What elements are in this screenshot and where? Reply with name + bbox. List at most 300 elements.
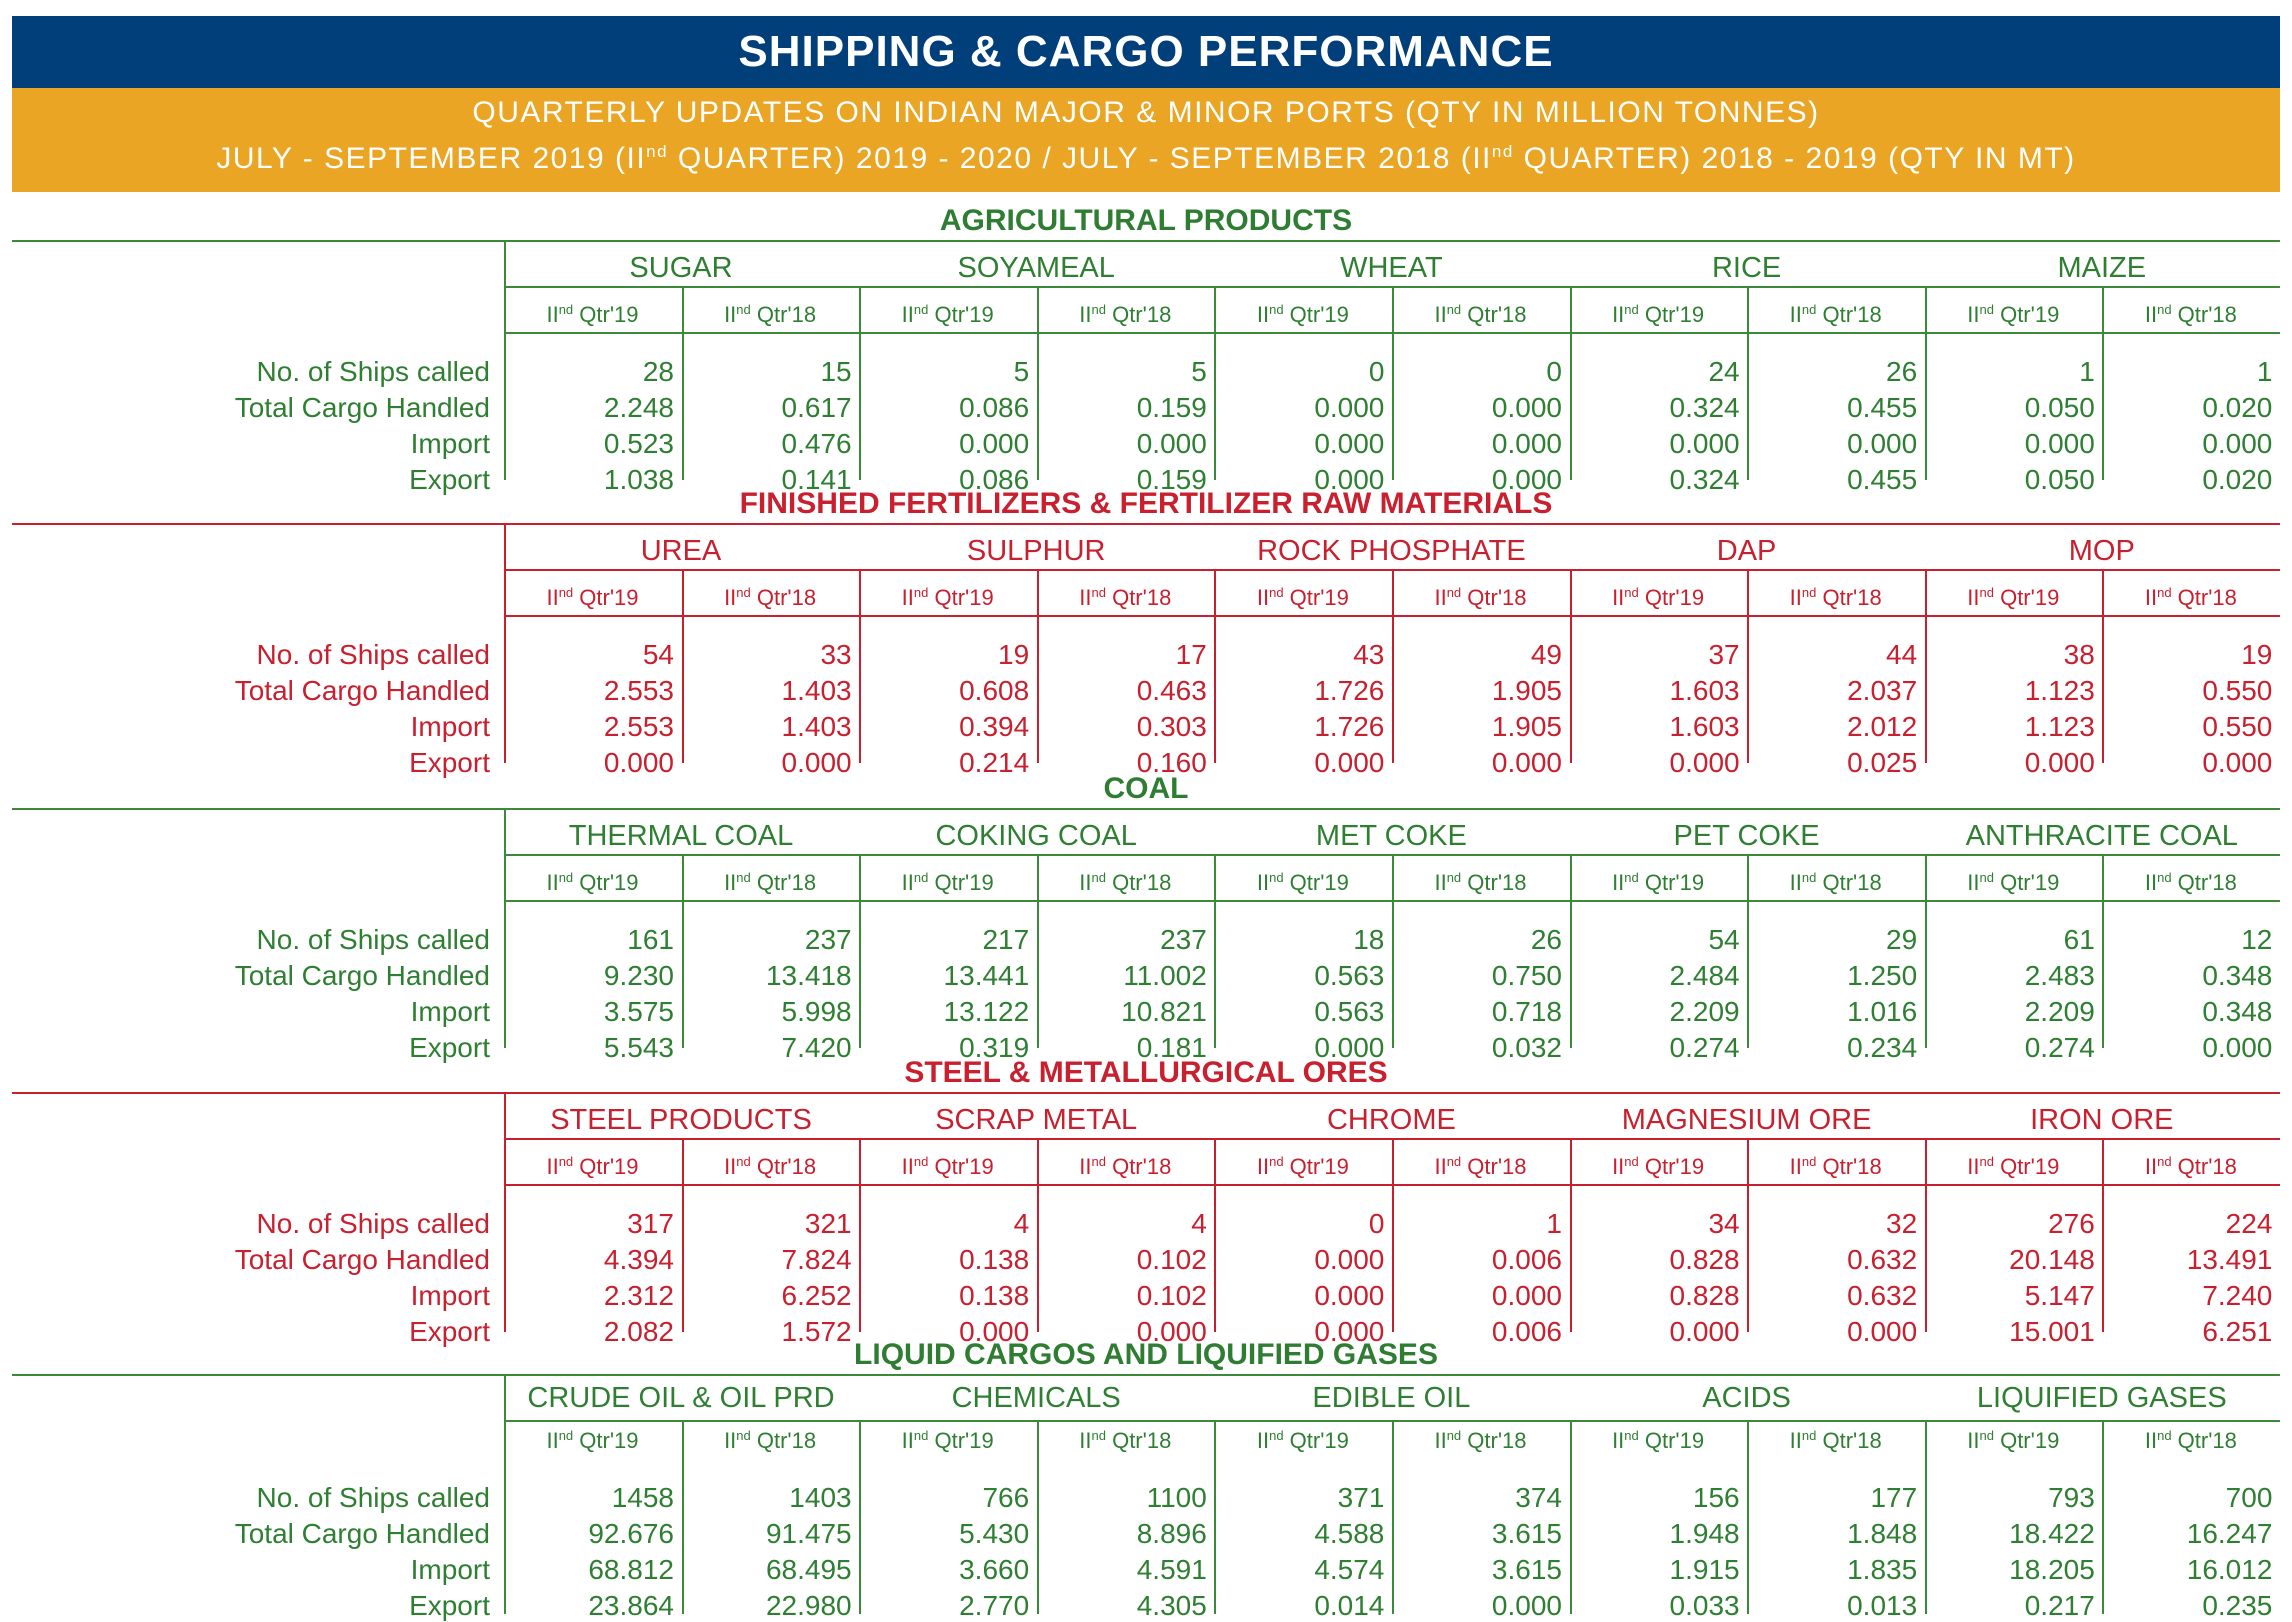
table-cell: 0.274 xyxy=(2024,1032,2095,1063)
table-cell: 371 xyxy=(1337,1482,1385,1513)
table-cell: 0 xyxy=(1368,1208,1385,1239)
row-label: No. of Ships called xyxy=(256,924,490,955)
quarter-header xyxy=(1925,585,2102,611)
product-header: THERMAL COAL xyxy=(568,820,794,852)
product-header: SCRAP METAL xyxy=(935,1104,1138,1136)
quarter-prefix: II xyxy=(1256,302,1270,327)
table-cell: 16.012 xyxy=(2186,1554,2273,1585)
quarter-sup: nd xyxy=(1801,585,1817,600)
quarter-label: Qtr'19 xyxy=(1638,870,1705,895)
table-cell: 0.235 xyxy=(2202,1590,2273,1621)
subtitle-band xyxy=(12,88,2280,192)
table-cell: 1403 xyxy=(789,1482,852,1513)
row-label: Export xyxy=(409,747,490,778)
table-cell: 0.050 xyxy=(2024,464,2095,495)
product-header: STEEL PRODUCTS xyxy=(550,1104,812,1136)
table-cell: 1.123 xyxy=(2024,675,2095,706)
table-cell: 1 xyxy=(2079,356,2095,387)
table-cell: 34 xyxy=(1708,1208,1740,1239)
quarter-label: Qtr'19 xyxy=(1283,1154,1349,1179)
table-cell: 0.348 xyxy=(2202,996,2273,1027)
table-cell: 1.403 xyxy=(781,711,852,742)
table-cell: 0.000 xyxy=(2202,1032,2273,1063)
quarter-label: Qtr'18 xyxy=(1105,1154,1172,1179)
table-cell: 0.217 xyxy=(2024,1590,2095,1621)
table-cell: 23.864 xyxy=(588,1590,674,1621)
table-cell: 5 xyxy=(1191,356,1207,387)
section-top-rule xyxy=(12,1092,2280,1094)
quarter-label: Qtr'18 xyxy=(1816,302,1882,327)
quarter-sup: nd xyxy=(2157,1428,2172,1443)
quarter-label: Qtr'18 xyxy=(750,302,817,327)
quarter-header xyxy=(1392,1154,1569,1180)
table-cell: 2.770 xyxy=(959,1590,1030,1621)
quarter-header xyxy=(859,1154,1036,1180)
quarter-sup: nd xyxy=(736,870,751,885)
quarter-prefix: II xyxy=(1612,302,1625,327)
table-cell: 33 xyxy=(820,639,852,670)
table-cell: 0.000 xyxy=(1314,428,1385,459)
table-cell: 0.455 xyxy=(1847,464,1918,495)
quarter-label: Qtr'18 xyxy=(1461,870,1527,895)
table-cell: 0.000 xyxy=(1314,1316,1385,1347)
table-cell: 0.750 xyxy=(1491,960,1562,991)
product-header: UREA xyxy=(640,535,722,567)
quarter-prefix: II xyxy=(1079,1428,1092,1453)
quarter-header xyxy=(1925,1154,2102,1180)
quarter-prefix: II xyxy=(1967,870,1980,895)
quarter-prefix: II xyxy=(901,1428,914,1453)
row-label: Export xyxy=(409,1032,490,1063)
quarter-prefix: II xyxy=(1434,870,1447,895)
quarter-sup: nd xyxy=(1446,1428,1462,1443)
subtitle-part: QUARTER) 2019 - 2020 / JULY - SEPTEMBER 2018 (II xyxy=(668,142,1492,175)
quarter-header xyxy=(1925,1428,2102,1454)
table-cell: 1.016 xyxy=(1847,996,1918,1027)
table-cell: 7.824 xyxy=(781,1244,852,1275)
quarter-header xyxy=(859,870,1036,896)
table-cell: 28 xyxy=(642,356,674,387)
section-3 xyxy=(12,770,2280,1063)
quarter-sup: nd xyxy=(1801,1154,1817,1169)
quarter-prefix: II xyxy=(2144,302,2158,327)
quarter-label: Qtr'18 xyxy=(2171,585,2237,610)
section-2 xyxy=(12,485,2280,778)
table-cell: 54 xyxy=(642,639,674,670)
quarter-prefix: II xyxy=(1434,302,1447,327)
quarter-header xyxy=(2102,1154,2279,1180)
table-cell: 276 xyxy=(2048,1208,2095,1239)
product-header: SOYAMEAL xyxy=(957,252,1115,284)
table-cell: 0.050 xyxy=(2024,392,2095,423)
table-cell: 0.000 xyxy=(2024,747,2095,778)
table-cell: 4 xyxy=(1191,1208,1207,1239)
table-cell: 18.205 xyxy=(2009,1554,2095,1585)
table-cell: 22.980 xyxy=(765,1590,852,1621)
quarter-sup: nd xyxy=(1624,870,1639,885)
table-cell: 0.159 xyxy=(1136,392,1207,423)
table-cell: 0.214 xyxy=(959,747,1030,778)
quarter-label: Qtr'19 xyxy=(928,585,994,610)
table-cell: 38 xyxy=(2063,639,2095,670)
table-cell: 0.348 xyxy=(2202,960,2273,991)
row-label: Import xyxy=(410,428,490,459)
section-title: LIQUID CARGOS AND LIQUIFIED GASES xyxy=(854,1338,1438,1371)
section-4 xyxy=(12,1054,2280,1347)
quarter-label: Qtr'18 xyxy=(1816,1154,1882,1179)
quarter-label: Qtr'18 xyxy=(1461,1154,1527,1179)
product-header: CHEMICALS xyxy=(951,1382,1121,1414)
quarter-header xyxy=(859,585,1036,611)
table-cell: 5 xyxy=(1013,356,1030,387)
table-cell: 17 xyxy=(1175,639,1207,670)
table-cell: 6.251 xyxy=(2202,1316,2273,1347)
quarter-sup: nd xyxy=(1269,1154,1284,1169)
table-cell: 0.000 xyxy=(603,747,674,778)
row-label: Total Cargo Handled xyxy=(234,1244,490,1275)
table-cell: 0.632 xyxy=(1847,1244,1918,1275)
table-cell: 18.422 xyxy=(2009,1518,2095,1549)
quarter-prefix: II xyxy=(1612,1154,1625,1179)
quarter-label: Qtr'18 xyxy=(1461,302,1527,327)
table-cell: 91.475 xyxy=(765,1518,852,1549)
quarter-prefix: II xyxy=(901,585,914,610)
quarter-sup: nd xyxy=(1979,585,1994,600)
quarter-prefix: II xyxy=(901,302,914,327)
product-header: ACIDS xyxy=(1702,1382,1791,1414)
table-cell: 3.575 xyxy=(603,996,674,1027)
table-cell: 29 xyxy=(1886,924,1918,955)
quarter-header xyxy=(682,585,859,611)
quarter-label: Qtr'19 xyxy=(573,1428,639,1453)
quarter-prefix: II xyxy=(1434,1428,1447,1453)
table-cell: 0.000 xyxy=(1491,428,1562,459)
quarter-sup: nd xyxy=(558,585,574,600)
product-header: CHROME xyxy=(1326,1104,1456,1136)
section-title: STEEL & METALLURGICAL ORES xyxy=(904,1056,1388,1089)
quarter-header xyxy=(1037,1428,1214,1454)
quarter-header xyxy=(682,302,859,328)
table-cell: 0.159 xyxy=(1136,464,1207,495)
table-cell: 0.632 xyxy=(1847,1280,1918,1311)
section-top-rule xyxy=(12,808,2280,810)
table-cell: 1.038 xyxy=(603,464,674,495)
quarter-header xyxy=(1747,870,1924,896)
quarter-label: Qtr'19 xyxy=(1993,1428,2060,1453)
quarter-header xyxy=(1214,585,1391,611)
quarter-header xyxy=(682,870,859,896)
table-cell: 0.000 xyxy=(1314,1280,1385,1311)
table-cell: 0.274 xyxy=(1669,1032,1740,1063)
table-cell: 0.000 xyxy=(1136,1316,1207,1347)
row-label: Total Cargo Handled xyxy=(234,1518,490,1549)
quarter-sup: nd xyxy=(913,302,929,317)
section-top-rule xyxy=(12,523,2280,525)
table-cell: 0.014 xyxy=(1314,1590,1385,1621)
table-cell: 1.948 xyxy=(1669,1518,1740,1549)
quarter-prefix: II xyxy=(1789,1428,1802,1453)
quarter-prefix: II xyxy=(1256,1154,1270,1179)
row-label: Total Cargo Handled xyxy=(234,675,490,706)
quarter-sup: nd xyxy=(1801,870,1817,885)
quarter-header xyxy=(1392,1428,1569,1454)
quarter-prefix: II xyxy=(1079,1154,1092,1179)
quarter-header xyxy=(504,1428,681,1454)
quarter-header xyxy=(1214,870,1391,896)
table-cell: 5.998 xyxy=(781,996,852,1027)
quarter-prefix: II xyxy=(1612,1428,1625,1453)
table-cell: 217 xyxy=(982,924,1030,955)
quarter-prefix: II xyxy=(1256,1428,1270,1453)
quarter-label: Qtr'19 xyxy=(573,302,639,327)
quarter-sup: nd xyxy=(1624,585,1639,600)
quarter-header xyxy=(682,1154,859,1180)
section-5 xyxy=(12,1336,2280,1621)
table-cell: 0 xyxy=(1368,356,1385,387)
table-cell: 13.418 xyxy=(765,960,852,991)
table-cell: 11.002 xyxy=(1123,960,1207,991)
table-cell: 0.000 xyxy=(1847,1316,1918,1347)
table-cell: 0.000 xyxy=(1491,1590,1562,1621)
quarter-header xyxy=(2102,302,2279,328)
table-cell: 68.812 xyxy=(588,1554,674,1585)
table-cell: 61 xyxy=(2063,924,2095,955)
table-cell: 19 xyxy=(998,639,1030,670)
table-cell: 1.848 xyxy=(1847,1518,1918,1549)
row-label: Export xyxy=(409,1316,490,1347)
quarter-prefix: II xyxy=(1434,1154,1447,1179)
quarter-header xyxy=(2102,585,2279,611)
table-cell: 374 xyxy=(1515,1482,1562,1513)
row-label: No. of Ships called xyxy=(256,356,490,387)
quarter-label: Qtr'18 xyxy=(1105,585,1172,610)
table-cell: 0.319 xyxy=(959,1032,1030,1063)
table-cell: 0.000 xyxy=(1847,428,1918,459)
quarter-prefix: II xyxy=(1789,302,1802,327)
table-cell: 0.138 xyxy=(959,1244,1030,1275)
quarter-prefix: II xyxy=(724,302,737,327)
table-cell: 0.234 xyxy=(1847,1032,1918,1063)
table-cell: 2.209 xyxy=(1669,996,1740,1027)
quarter-label: Qtr'18 xyxy=(1105,302,1172,327)
quarter-label: Qtr'19 xyxy=(573,870,639,895)
table-cell: 0.013 xyxy=(1847,1590,1918,1621)
product-header: MOP xyxy=(2068,535,2135,567)
table-cell: 0.020 xyxy=(2202,464,2273,495)
quarter-prefix: II xyxy=(2144,870,2158,895)
product-header: EDIBLE OIL xyxy=(1312,1382,1471,1414)
quarter-label: Qtr'19 xyxy=(1638,1154,1705,1179)
table-cell: 0.523 xyxy=(603,428,674,459)
quarter-label: Qtr'19 xyxy=(1993,1154,2060,1179)
quarter-label: Qtr'18 xyxy=(2171,870,2237,895)
table-cell: 177 xyxy=(1870,1482,1918,1513)
table-cell: 0.828 xyxy=(1669,1244,1740,1275)
table-cell: 16.247 xyxy=(2186,1518,2273,1549)
table-cell: 5.543 xyxy=(603,1032,674,1063)
quarter-prefix: II xyxy=(724,1154,737,1179)
quarter-label: Qtr'18 xyxy=(2171,302,2237,327)
table-cell: 26 xyxy=(1530,924,1562,955)
quarter-sup: nd xyxy=(913,1428,929,1443)
table-cell: 0.608 xyxy=(959,675,1030,706)
product-header: PET COKE xyxy=(1673,820,1820,852)
row-label: Export xyxy=(409,1590,490,1621)
quarter-sup: nd xyxy=(1091,870,1106,885)
table-cell: 237 xyxy=(1160,924,1207,955)
table-cell: 19 xyxy=(2241,639,2273,670)
subtitle-line-1: QUARTERLY UPDATES ON INDIAN MAJOR & MINOR PORTS (QTY IN MILLION TONNES) xyxy=(472,96,1820,129)
table-cell: 0.563 xyxy=(1314,960,1385,991)
table-cell: 0.463 xyxy=(1136,675,1207,706)
section-top-rule xyxy=(12,240,2280,242)
section-top-rule xyxy=(12,1374,2280,1376)
table-cell: 7.420 xyxy=(781,1032,852,1063)
table-cell: 10.821 xyxy=(1121,996,1207,1027)
quarter-sup: nd xyxy=(1979,1154,1994,1169)
subtitle-sup: nd xyxy=(1491,142,1514,161)
quarter-prefix: II xyxy=(1079,302,1092,327)
table-cell: 1.250 xyxy=(1847,960,1918,991)
quarter-sup: nd xyxy=(1269,302,1284,317)
quarter-header xyxy=(504,302,681,328)
table-cell: 0.000 xyxy=(781,747,852,778)
quarter-header xyxy=(1570,302,1747,328)
row-label: Import xyxy=(410,1554,490,1585)
table-cell: 2.082 xyxy=(603,1316,674,1347)
quarter-header xyxy=(1214,302,1391,328)
quarter-prefix: II xyxy=(546,585,559,610)
quarter-label: Qtr'19 xyxy=(928,302,994,327)
quarter-prefix: II xyxy=(2144,1428,2158,1453)
table-cell: 2.553 xyxy=(603,675,674,706)
table-cell: 1.726 xyxy=(1314,675,1385,706)
quarter-label: Qtr'19 xyxy=(928,1428,994,1453)
quarter-header xyxy=(1747,302,1924,328)
quarter-header xyxy=(1747,585,1924,611)
quarter-label: Qtr'18 xyxy=(1105,1428,1172,1453)
table-cell: 1.726 xyxy=(1314,711,1385,742)
title-text: SHIPPING & CARGO PERFORMANCE xyxy=(738,27,1554,76)
table-cell: 0.000 xyxy=(2202,747,2273,778)
table-cell: 8.896 xyxy=(1136,1518,1207,1549)
table-cell: 18 xyxy=(1353,924,1385,955)
quarter-label: Qtr'19 xyxy=(1283,302,1349,327)
table-cell: 161 xyxy=(627,924,674,955)
quarter-label: Qtr'19 xyxy=(573,585,639,610)
quarter-prefix: II xyxy=(724,585,737,610)
quarter-prefix: II xyxy=(1789,1154,1802,1179)
row-label: Import xyxy=(410,996,490,1027)
quarter-header xyxy=(1214,1428,1391,1454)
quarter-sup: nd xyxy=(1091,302,1106,317)
table-cell: 6.252 xyxy=(781,1280,852,1311)
quarter-prefix: II xyxy=(546,1428,559,1453)
quarter-sup: nd xyxy=(1979,302,1994,317)
quarter-sup: nd xyxy=(736,302,751,317)
table-cell: 4.305 xyxy=(1136,1590,1207,1621)
table-cell: 9.230 xyxy=(603,960,674,991)
quarter-label: Qtr'18 xyxy=(2171,1154,2237,1179)
table-cell: 1.123 xyxy=(2024,711,2095,742)
table-cell: 0.020 xyxy=(2202,392,2273,423)
table-cell: 1.915 xyxy=(1669,1554,1740,1585)
table-cell: 321 xyxy=(804,1208,852,1239)
product-header: MET COKE xyxy=(1315,820,1467,852)
table-cell: 0.563 xyxy=(1314,996,1385,1027)
quarter-header xyxy=(1214,1154,1391,1180)
table-cell: 2.037 xyxy=(1847,675,1918,706)
section-title: COAL xyxy=(1103,772,1189,805)
quarter-prefix: II xyxy=(546,870,559,895)
quarter-header xyxy=(1570,585,1747,611)
quarter-header xyxy=(1925,870,2102,896)
table-cell: 1.905 xyxy=(1491,675,1562,706)
quarter-prefix: II xyxy=(1612,870,1625,895)
quarter-label: Qtr'18 xyxy=(2171,1428,2237,1453)
product-header: WHEAT xyxy=(1340,252,1443,284)
quarter-label: Qtr'18 xyxy=(1461,585,1527,610)
table-cell: 237 xyxy=(804,924,852,955)
quarter-label: Qtr'19 xyxy=(573,1154,639,1179)
quarter-label: Qtr'19 xyxy=(1638,585,1705,610)
quarter-header xyxy=(1392,870,1569,896)
row-label: No. of Ships called xyxy=(256,1482,490,1513)
table-cell: 32 xyxy=(1886,1208,1918,1239)
table-cell: 2.484 xyxy=(1669,960,1740,991)
quarter-prefix: II xyxy=(2144,1154,2158,1179)
quarter-label: Qtr'18 xyxy=(1461,1428,1527,1453)
quarter-sup: nd xyxy=(1979,1428,1994,1443)
table-cell: 0.000 xyxy=(1314,1244,1385,1275)
quarter-sup: nd xyxy=(1269,1428,1284,1443)
quarter-prefix: II xyxy=(1967,585,1980,610)
table-cell: 24 xyxy=(1708,356,1740,387)
table-cell: 0.000 xyxy=(1669,747,1740,778)
table-cell: 1.603 xyxy=(1669,675,1740,706)
product-header: DAP xyxy=(1716,535,1777,567)
quarter-sup: nd xyxy=(2157,585,2172,600)
quarter-prefix: II xyxy=(1967,1154,1980,1179)
table-cell: 156 xyxy=(1692,1482,1740,1513)
quarter-sup: nd xyxy=(2157,302,2172,317)
table-cell: 5.430 xyxy=(959,1518,1030,1549)
table-cell: 0.000 xyxy=(1314,1032,1385,1063)
table-cell: 2.012 xyxy=(1847,711,1918,742)
quarter-sup: nd xyxy=(1446,870,1462,885)
quarter-sup: nd xyxy=(1091,585,1106,600)
quarter-header xyxy=(504,585,681,611)
table-cell: 43 xyxy=(1353,639,1385,670)
table-cell: 0.550 xyxy=(2202,675,2273,706)
quarter-prefix: II xyxy=(1967,1428,1980,1453)
quarter-header xyxy=(504,870,681,896)
table-cell: 15 xyxy=(820,356,852,387)
table-cell: 1.603 xyxy=(1669,711,1740,742)
table-cell: 5.147 xyxy=(2024,1280,2095,1311)
quarter-prefix: II xyxy=(1256,585,1270,610)
table-cell: 2.312 xyxy=(603,1280,674,1311)
quarter-sup: nd xyxy=(2157,1154,2172,1169)
product-header: SULPHUR xyxy=(966,535,1106,567)
quarter-label: Qtr'19 xyxy=(1638,1428,1705,1453)
table-cell: 0.000 xyxy=(1136,428,1207,459)
quarter-prefix: II xyxy=(1789,585,1802,610)
table-cell: 224 xyxy=(2225,1208,2273,1239)
table-cell: 13.491 xyxy=(2186,1244,2273,1275)
table-cell: 0.000 xyxy=(1491,392,1562,423)
table-cell: 1.905 xyxy=(1491,711,1562,742)
